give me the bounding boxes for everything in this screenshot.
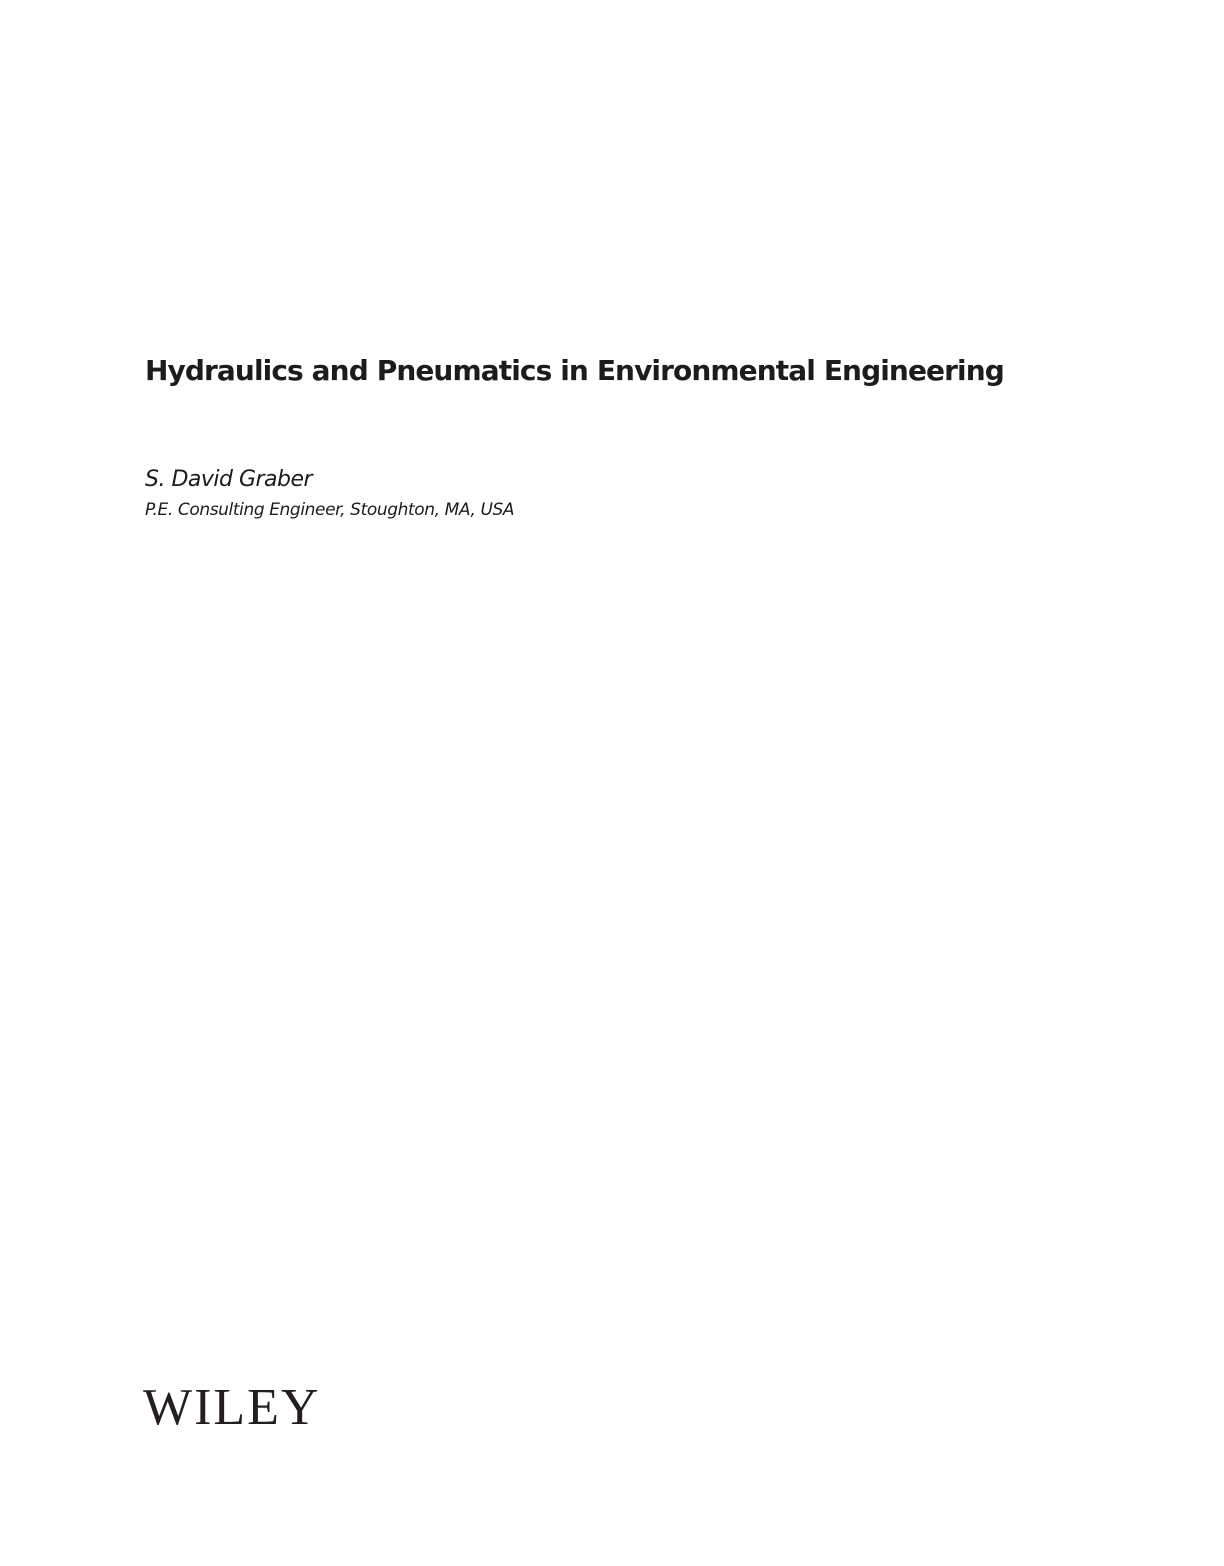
book-title: Hydraulics and Pneumatics in Environmental Engineering (145, 354, 1004, 387)
author-name: S. David Graber (145, 467, 313, 492)
wiley-logo: WILEY (143, 1379, 321, 1436)
author-affiliation: P.E. Consulting Engineer, Stoughton, MA, USA (145, 500, 515, 520)
